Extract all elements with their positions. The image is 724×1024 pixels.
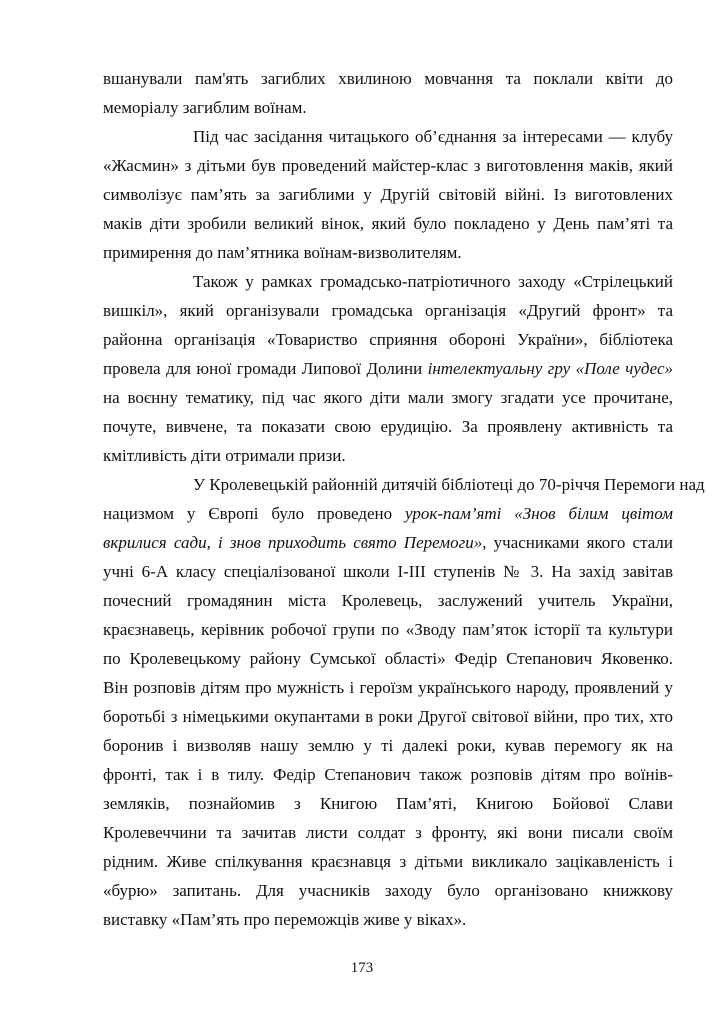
text-line xyxy=(103,64,673,93)
text-run: вишкіл», який організували громадська організація «Другий фронт» та xyxy=(103,301,673,320)
text-line xyxy=(103,586,673,615)
text-run: фронті, так і в тилу. Федір Степанович також розповів дітям про воїнів- xyxy=(103,765,673,784)
text-run: учні 6-А класу спеціалізованої школи І-ІІІ ступенів № 3. На захід завітав xyxy=(103,562,673,581)
text-run: почесний громадянин міста Кролевець, заслужений учитель України, xyxy=(103,591,673,610)
text-line xyxy=(103,209,673,238)
text-line xyxy=(103,528,673,557)
text-run: боронив і визволяв нашу землю у ті далекі роки, кував перемогу як на xyxy=(103,736,673,755)
document-body xyxy=(103,64,705,934)
italic-text: інтелектуальну гру «Поле чудес» xyxy=(427,359,673,378)
text-run: символізує пам’ять за загиблими у Другій світовій війні. Із виготовлених xyxy=(103,185,673,204)
text-line xyxy=(103,296,673,325)
text-line xyxy=(103,731,673,760)
text-line xyxy=(103,470,705,499)
text-run: краєзнавець, керівник робочої групи по «Зводу пам’яток історії та культури xyxy=(103,620,673,639)
text-line xyxy=(103,702,673,731)
paragraph-3 xyxy=(103,267,673,470)
text-line xyxy=(103,122,673,151)
text-run: , учасниками якого стали xyxy=(482,533,673,552)
text-run: виставку «Пам’ять про переможців живе у віках». xyxy=(103,910,467,929)
text-run: Під час засідання читацького об’єднання за інтересами — клубу xyxy=(193,127,673,146)
text-run: боротьбі з німецькими окупантами в роки Другої світової війни, про тих, хто xyxy=(103,707,673,726)
text-line xyxy=(103,644,673,673)
paragraph-2 xyxy=(103,122,673,267)
text-line xyxy=(103,354,673,383)
text-run: по Кролевецькому району Сумської області» Федір Степанович Яковенко. xyxy=(103,649,673,668)
paragraph-4 xyxy=(103,470,705,934)
text-run: районна організація «Товариство сприяння обороні України», бібліотека xyxy=(103,330,673,349)
italic-text: вкрилися сади, і знов приходить свято Перемоги» xyxy=(103,533,483,552)
text-line xyxy=(103,818,673,847)
page-number: 173 xyxy=(350,960,374,976)
text-run: У Кролевецькій районній дитячій бібліотеці до 70-річчя Перемоги над xyxy=(193,475,705,494)
text-line xyxy=(103,383,673,412)
text-run: на воєнну тематику, під час якого діти мали змогу згадати усе прочитане, xyxy=(103,388,673,407)
text-run: маків діти зробили великий вінок, який було покладено у День пам’яті та xyxy=(103,214,673,233)
text-run: почуте, вивчене, та показати свою ерудицію. За проявлену активність та xyxy=(103,417,673,436)
text-line xyxy=(103,325,673,354)
text-run: кмітливість діти отримали призи. xyxy=(103,446,346,465)
text-line xyxy=(103,847,673,876)
text-line xyxy=(103,673,673,702)
text-line xyxy=(103,180,673,209)
text-run: меморіалу загиблим воїнам. xyxy=(103,98,307,117)
paragraph-1 xyxy=(103,64,673,122)
text-line xyxy=(103,905,673,934)
text-line xyxy=(103,760,673,789)
text-line xyxy=(103,499,673,528)
text-line xyxy=(103,412,673,441)
text-run: «Жасмин» з дітьми був проведений майстер-клас з виготовлення маків, який xyxy=(103,156,673,175)
text-line xyxy=(103,615,673,644)
text-run: рідним. Живе спілкування краєзнавця з дітьми викликало зацікавленість і xyxy=(103,852,673,871)
text-line xyxy=(103,876,673,905)
text-run: Кролевеччини та зачитав листи солдат з фронту, які вони писали своїм xyxy=(103,823,673,842)
text-line xyxy=(103,267,673,296)
text-run: вшанували пам'ять загиблих хвилиною мовчання та поклали квіти до xyxy=(103,69,673,88)
text-line xyxy=(103,441,673,470)
text-run: земляків, познайомив з Книгою Пам’яті, Книгою Бойової Слави xyxy=(103,794,673,813)
text-run: Також у рамках громадсько-патріотичного заходу «Стрілецький xyxy=(193,272,673,291)
text-run: примирення до пам’ятника воїнам-визволителям. xyxy=(103,243,462,262)
text-line xyxy=(103,557,673,586)
text-line xyxy=(103,93,673,122)
text-run: Він розповів дітям про мужність і героїзм українського народу, проявлений у xyxy=(103,678,673,697)
italic-text: урок-пам’яті «Знов білим цвітом xyxy=(405,504,673,523)
text-run: «бурю» запитань. Для учасників заходу було організовано книжкову xyxy=(103,881,673,900)
text-line xyxy=(103,151,673,180)
text-run: провела для юної громади Липової Долини xyxy=(103,359,428,378)
text-line xyxy=(103,789,673,818)
text-run: нацизмом у Європі було проведено xyxy=(103,504,406,523)
text-line xyxy=(103,238,673,267)
